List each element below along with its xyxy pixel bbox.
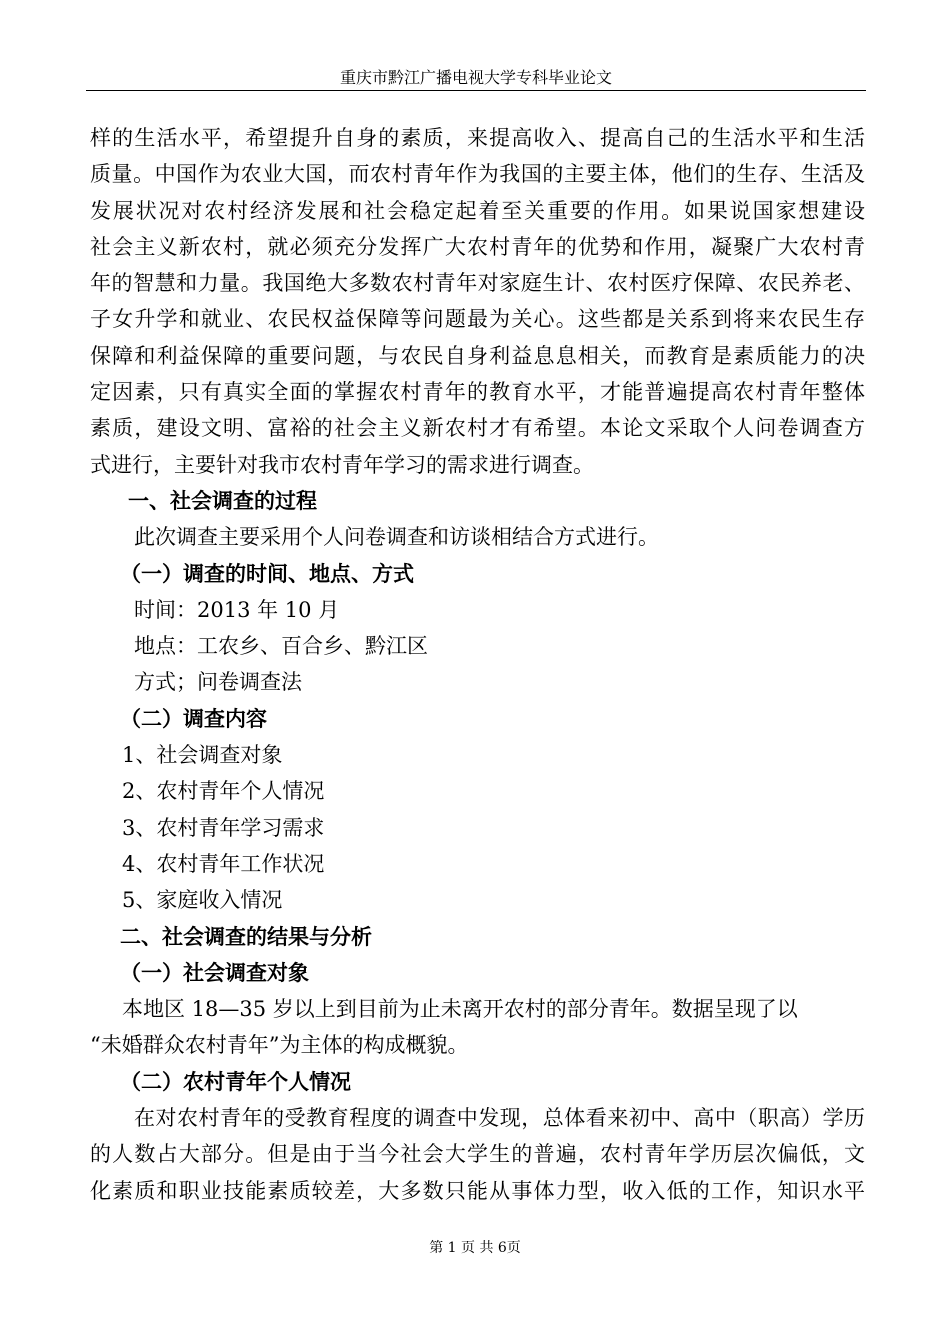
header-rule xyxy=(86,90,866,91)
subsection-heading: （二）调查内容 xyxy=(120,705,267,731)
paragraph-line: 此次调查主要采用个人问卷调查和访谈相结合方式进行。 xyxy=(134,525,659,550)
list-item: 3、农村青年学习需求 xyxy=(122,815,325,840)
list-item: 1、社会调查对象 xyxy=(122,743,283,768)
paragraph-line: 定因素，只有真实全面的掌握农村青年的教育水平，才能普遍提高农村青年整体 xyxy=(90,380,865,405)
list-item: 2、农村青年个人情况 xyxy=(122,779,325,804)
document-body xyxy=(90,120,865,1209)
paragraph-line: 式进行，主要针对我市农村青年学习的需求进行调查。 xyxy=(90,452,594,477)
list-item: 5、家庭收入情况 xyxy=(122,888,283,913)
subsection-heading: （一）调查的时间、地点、方式 xyxy=(120,560,414,586)
paragraph-line: 的人数占大部分。但是由于当今社会大学生的普遍，农村青年学历层次偏低，文 xyxy=(90,1142,865,1167)
subsection-heading: （二）农村青年个人情况 xyxy=(120,1068,351,1094)
paragraph-line: 发展状况对农村经济发展和社会稳定起着至关重要的作用。如果说国家想建设 xyxy=(90,198,865,223)
subsection-heading: （一）社会调查对象 xyxy=(120,959,309,985)
list-item: 4、农村青年工作状况 xyxy=(122,851,325,876)
section-heading: 一、社会调查的过程 xyxy=(128,487,317,513)
paragraph-line: 化素质和职业技能素质较差，大多数只能从事体力型，收入低的工作，知识水平 xyxy=(90,1178,865,1203)
paragraph-line: 本地区 18—35 岁以上到目前为止未离开农村的部分青年。数据呈现了以 xyxy=(122,997,798,1022)
paragraph-line: 保障和利益保障的重要问题，与农民自身利益息息相关，而教育是素质能力的决 xyxy=(90,343,865,368)
paragraph-line: 年的智慧和力量。我国绝大多数农村青年对家庭生计、农村医疗保障、农民养老、 xyxy=(90,271,865,296)
page-header-title: 重庆市黔江广播电视大学专科毕业论文 xyxy=(339,68,612,87)
page-footer-number: 第 1 页 共 6页 xyxy=(429,1240,521,1256)
paragraph-line: 素质，建设文明、富裕的社会主义新农村才有希望。本论文采取个人问卷调查方 xyxy=(90,416,865,441)
paragraph-line: 样的生活水平，希望提升自身的素质，来提高收入、提高自己的生活水平和生活 xyxy=(90,126,865,150)
paragraph-line: 子女升学和就业、农民权益保障等问题最为关心。这些都是关系到将来农民生存 xyxy=(90,307,865,332)
info-line-time: 时间：2013 年 10 月 xyxy=(134,597,340,622)
info-line-method: 方式；问卷调查法 xyxy=(134,670,302,695)
paragraph-line: 质量。中国作为农业大国，而农村青年作为我国的主要主体，他们的生存、生活及 xyxy=(90,162,865,187)
paragraph-line: 在对农村青年的受教育程度的调查中发现，总体看来初中、高中（职高）学历 xyxy=(134,1106,865,1131)
section-heading: 二、社会调查的结果与分析 xyxy=(120,923,372,949)
paragraph-line: “未婚群众农村青年”为主体的构成概貌。 xyxy=(90,1033,469,1058)
paragraph-line: 社会主义新农村，就必须充分发挥广大农村青年的优势和作用，凝聚广大农村青 xyxy=(90,234,865,259)
info-line-place: 地点：工农乡、百合乡、黔江区 xyxy=(134,634,428,659)
